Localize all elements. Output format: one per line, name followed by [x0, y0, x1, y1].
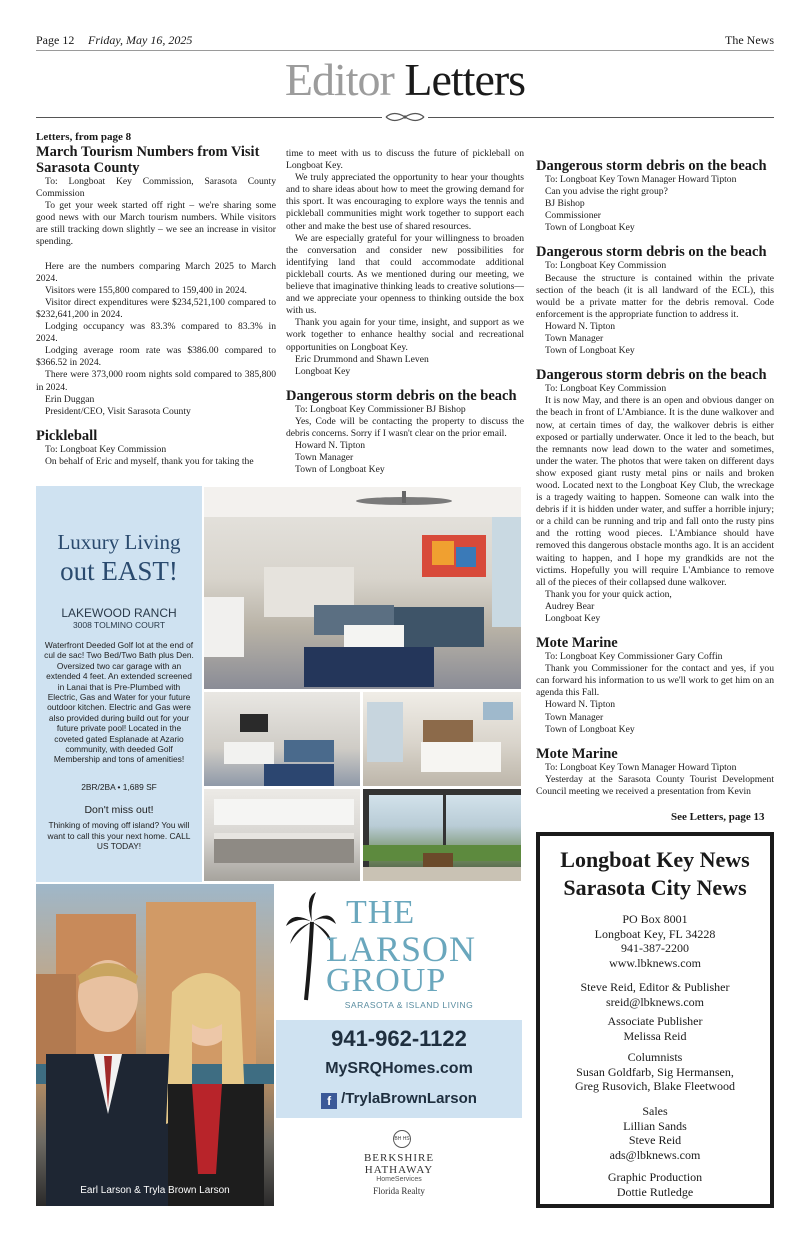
address-line: PO Box 8001: [622, 912, 688, 926]
larson-group-panel: [276, 884, 522, 1206]
ad-website[interactable]: MySRQHomes.com: [325, 1060, 473, 1077]
letter-paragraph: To: Longboat Key Commissioner BJ Bishop: [295, 403, 466, 415]
facebook-icon: f: [321, 1093, 337, 1109]
letter-signature: Longboat Key: [295, 365, 351, 377]
production-label: Graphic Production: [607, 1170, 703, 1184]
letter-paragraph: Here are the numbers comparing March 2025 to March 2024.: [36, 260, 276, 284]
letter-paragraph: Lodging occupancy was 83.3% compared to 83.3% in 2024.: [36, 321, 276, 345]
letter-paragraph: time to meet with us to discuss the future of pickleball on Longboat Key.: [286, 148, 524, 172]
letter-headline: Dangerous storm debris on the beach: [286, 387, 517, 404]
ad-phone[interactable]: 941-962-1122: [331, 1026, 467, 1051]
ad-text-panel: [36, 486, 202, 882]
letter-headline: Dangerous storm debris on the beach: [536, 244, 767, 261]
editor-line: Steve Reid, Editor & Publisher: [580, 980, 730, 994]
letter-signature: President/CEO, Visit Sarasota County: [45, 405, 191, 417]
family-room-photo: [203, 691, 361, 787]
sales-name: Lillian Sands: [623, 1118, 687, 1133]
letters-column-3: [536, 158, 774, 798]
ad-headline-2: out EAST!: [60, 556, 178, 586]
columnists-names: Greg Rusovich, Blake Fleetwood: [575, 1079, 735, 1093]
ad-description: Waterfront Deeded Golf lot at the end of cul de sac! Two Bed/Two Bath plus Den. Oversized two car garage with an extended 4 feet. An extended screened in Lanai that is Pre-Plumbed with Electric, Gas and Water for your future outdoor kitchen. Electric and Gas were also provided during build out for your future private pool! Located in the coveted gated Esplanade at Azario community, with deeded Golf Membership and tons of amenities!: [44, 640, 194, 765]
letter-paragraph: Visitor direct expenditures were $234,521,100 compared to $232,641,200 in 2024.: [36, 296, 276, 320]
agents-caption: Earl Larson & Tryla Brown Larson: [80, 1185, 230, 1196]
logo-the: THE: [346, 894, 416, 931]
brokerage-name-4: Florida Realty: [373, 1186, 425, 1196]
letter-signature: Commissioner: [545, 210, 601, 222]
letter-headline: March Tourism Numbers from Visit Sarasota County: [36, 144, 260, 176]
section-title-letters: Letters: [404, 54, 526, 105]
logo-larson: LARSON: [326, 929, 477, 969]
lanai-photo: [362, 788, 522, 882]
letter-headline: Dangerous storm debris on the beach: [536, 158, 767, 174]
ad-facebook[interactable]: [276, 1090, 522, 1109]
letter-signature: Longboat Key: [545, 613, 601, 624]
brokerage-name-3: HomeServices: [376, 1176, 422, 1183]
letter-paragraph: To: Longboat Key Commissioner Gary Coffin: [545, 651, 723, 663]
logo-tagline: SARASOTA & ISLAND LIVING: [344, 1000, 474, 1010]
letter-signature: Town of Longboat Key: [545, 222, 635, 234]
columnists-names: Susan Goldfarb, Sig Hermansen,: [576, 1064, 734, 1079]
ad-location: LAKEWOOD RANCH: [61, 606, 177, 620]
flourish-ornament-icon: [384, 108, 426, 126]
letter-paragraph: Visitors were 155,800 compared to 159,400 in 2024.: [45, 284, 247, 296]
letters-column-1: [36, 131, 276, 468]
letter-signature: Howard N. Tipton: [545, 699, 616, 711]
masthead-editor: [540, 980, 770, 1009]
continued-on-link[interactable]: See Letters, page 13: [671, 811, 765, 823]
letter-paragraph: We are especially grateful for your willingness to broaden the conversation and consider new possibilities for identifying land that could accommodate additional pickleball courts. As we mentioned during our meeting, we believe that imaginative thinking leads to creative solutions—and we appreciate your openness to thinking outside the box with us.: [286, 232, 524, 317]
sales-email[interactable]: ads@lbknews.com: [609, 1147, 701, 1162]
letter-signature: Eric Drummond and Shawn Leven: [295, 353, 429, 365]
ornament-rule-left: [36, 117, 382, 118]
ad-specs: 2BR/2BA • 1,689 SF: [81, 782, 157, 792]
masthead-title-1: Longboat Key News: [560, 847, 750, 872]
address-line: Longboat Key, FL 34228: [594, 926, 716, 941]
page-header: [36, 33, 774, 51]
letters-column-2: [286, 148, 524, 476]
ornament-rule-right: [428, 117, 774, 118]
letter-paragraph: To: Longboat Key Commission: [45, 443, 167, 455]
masthead-columnists: [540, 1050, 770, 1094]
masthead-box: [536, 832, 774, 1208]
letter-signature: Town Manager: [295, 452, 354, 464]
paper-name: The News: [725, 33, 774, 47]
ad-cta-text: Thinking of moving off island? You will want to call this your next home. CALL US TODAY!: [47, 820, 191, 852]
letter-signature: Audrey Bear: [545, 600, 595, 612]
sales-label: Sales: [642, 1104, 668, 1118]
brokerage-name-1: BERKSHIRE: [363, 1152, 435, 1164]
associate-name: Melissa Reid: [623, 1028, 687, 1043]
header-rule: [36, 50, 774, 51]
letter-headline: Mote Marine: [536, 745, 618, 762]
real-estate-ad-lakewood: [36, 486, 522, 882]
letter-signature: Town of Longboat Key: [545, 723, 635, 735]
letter-paragraph: It is now May, and there is an open and obvious danger on the beach in front of L'Ambiance. It is the dune walkover and now, at certain times of day, the walkover debris is either exposed or partially underwater. Once it led to the beach, but the remnants now lead down to the water and sometimes, under the water. The photos that were taken on different days show exposed giant rusty metal pins or nails and broken wood. Located next to the Longboat Key Club, the wreckage is a tragedy waiting to happen. Someone can walk into the debris if it is hidden under water, and suffer a horrible injury; or a child can be running and trip and fall onto the rusty pins and the rotting wood pieces. L'Ambiance should have removed this dangerous obstacle months ago. It is an accident waiting to happen, and I hope my grandkids are not the victims. Hopefully you will require L'Ambiance to remove all of the pieces of their collapsed dune walkover.: [536, 395, 774, 588]
berkshire-seal-icon: BH HS: [393, 1130, 411, 1148]
contact-panel: [276, 1020, 522, 1118]
brokerage-name-2: HATHAWAY: [364, 1164, 434, 1176]
letter-paragraph: To: Longboat Key Commission: [545, 260, 667, 272]
logo-group: GROUP: [326, 962, 447, 999]
letter-signature: Howard N. Tipton: [295, 440, 366, 452]
letter-paragraph: Lodging average room rate was $386.00 compared to $366.52 in 2024.: [36, 345, 276, 369]
ad-headline: Luxury Living: [57, 530, 181, 554]
letter-signature: BJ Bishop: [545, 198, 585, 210]
letter-paragraph: To: Longboat Key Town Manager Howard Tipton: [545, 761, 737, 773]
letter-paragraph: Can you advise the right group?: [545, 186, 668, 198]
letter-paragraph: Yes, Code will be contacting the property to discuss the debris concerns. Sorry if I wasn't clear on the prior email.: [286, 415, 524, 439]
letter-paragraph: To: Longboat Key Commission: [545, 383, 667, 395]
ad-address: 3008 TOLMINO COURT: [72, 620, 166, 630]
letter-paragraph: Thank you Commissioner for the contact and yes, if you can forward his information to us we'll work to get him on an agenda this Fall.: [536, 663, 774, 699]
masthead-address: [540, 912, 770, 970]
letter-signature: Howard N. Tipton: [545, 320, 616, 332]
kitchen-photo: [203, 788, 361, 882]
issue-date: Friday, May 16, 2025: [88, 33, 193, 47]
letter-headline: Dangerous storm debris on the beach: [536, 367, 767, 384]
letter-signature: Town Manager: [545, 333, 604, 345]
letter-paragraph: Yesterday at the Sarasota County Tourist Development Council meeting we received a presentation from Kevin: [536, 773, 774, 797]
masthead-production: [540, 1170, 770, 1199]
address-line: 941-387-2200: [621, 941, 689, 955]
letter-signature: Town of Longboat Key: [295, 464, 385, 476]
letter-paragraph: To get your week started off right – we're sharing some good news with our March tourism numbers. While visitors are still tracking down slightly – we see an increase in visitor spending.: [36, 200, 276, 248]
letter-signature: Town of Longboat Key: [545, 345, 635, 357]
agents-photo: [36, 884, 274, 1206]
letter-paragraph: There were 373,000 room nights sold compared to 385,800 in 2024.: [36, 369, 276, 393]
page-number: Page 12: [36, 33, 75, 47]
letter-paragraph: On behalf of Eric and myself, thank you for taking the: [45, 455, 254, 467]
production-name: Dottie Rutledge: [616, 1184, 694, 1199]
masthead-title-2: Sarasota City News: [563, 875, 747, 900]
sales-name: Steve Reid: [628, 1133, 682, 1147]
letter-paragraph: Thank you again for your time, insight, and support as we work together to enhance healthy social and recreational opportunities on Longboat Key.: [286, 317, 524, 353]
letter-paragraph: Because the structure is contained within the private section of the beach (it is all landward of the ECL), this would be a private matter for the debris removal. Code enforcement is the appropriate function to address it.: [536, 272, 774, 320]
letter-headline: Pickleball: [36, 427, 98, 444]
associate-label: Associate Publisher: [607, 1014, 703, 1028]
letter-paragraph: Thank you for your quick action,: [545, 588, 672, 600]
letter-signature: Town Manager: [545, 711, 604, 723]
letter-paragraph: We truly appreciated the opportunity to hear your thoughts and to share ideas about how to meet the growing demand for this sport. It was encouraging to explore ways the tennis and pickleball communities might work together to support each other and make the best use of shared resources.: [286, 172, 524, 232]
ad-cta: Don't miss out!: [84, 804, 154, 816]
columnists-label: Columnists: [627, 1050, 683, 1064]
address-line[interactable]: www.lbknews.com: [609, 955, 701, 970]
bedroom-photo: [362, 691, 522, 787]
masthead-associate: [540, 1014, 770, 1043]
letter-paragraph: To: Longboat Key Town Manager Howard Tipton: [545, 174, 737, 185]
letter-signature: Erin Duggan: [45, 393, 95, 405]
section-title-editor: Editor: [284, 54, 394, 105]
letter-paragraph: To: Longboat Key Commission, Sarasota County Commission: [36, 176, 276, 200]
living-room-photo: [203, 486, 522, 690]
continued-from-kicker: Letters, from page 8: [36, 131, 132, 143]
section-title: [0, 54, 810, 106]
real-estate-ad-larson: [36, 884, 522, 1206]
letter-headline: Mote Marine: [536, 635, 618, 652]
editor-email[interactable]: sreid@lbknews.com: [605, 994, 705, 1009]
masthead-sales: [540, 1104, 770, 1162]
facebook-handle: /TrylaBrownLarson: [341, 1090, 477, 1107]
